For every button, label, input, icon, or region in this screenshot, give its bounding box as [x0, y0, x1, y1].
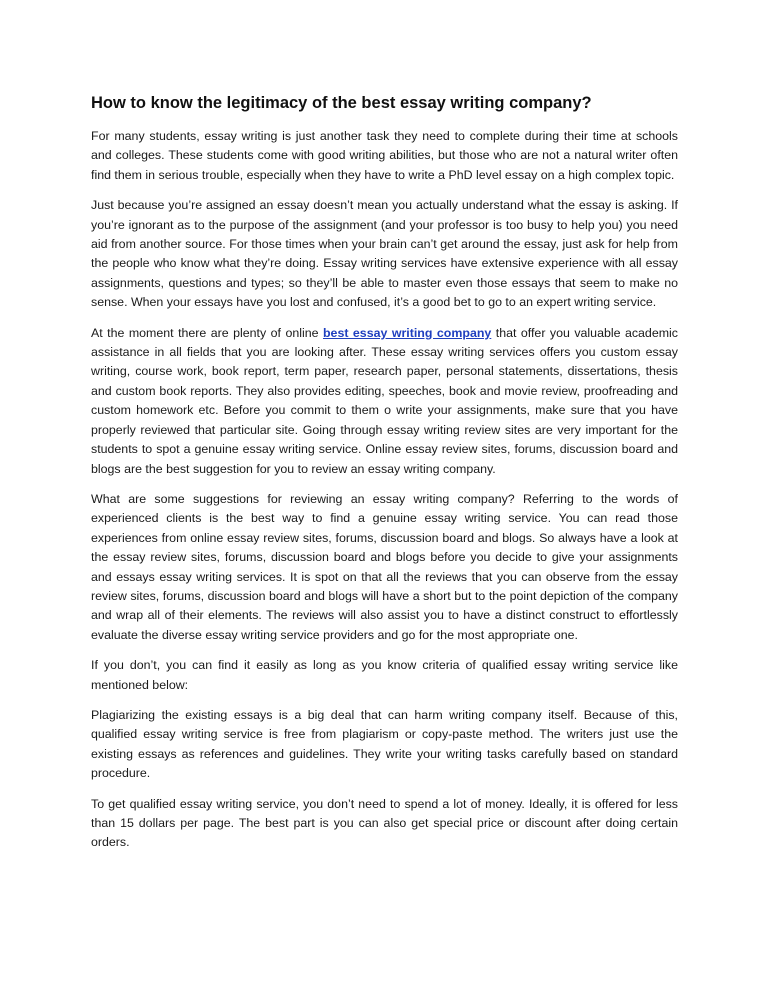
best-essay-writing-company-link[interactable]: best essay writing company: [322, 325, 492, 340]
document-page: [91, 92, 678, 864]
paragraph-criteria-intro: If you don’t, you can find it easily as long as you know criteria of qualified essay writing service like mentioned below:: [91, 658, 678, 692]
paragraph-pricing: To get qualified essay writing service, you don’t need to spend a lot of money. Ideally, it is offered for less than 15 dollars per page. The best part is you can also get special price or discount after doing certain orders.: [91, 796, 678, 850]
paragraph-intro: For many students, essay writing is just another task they need to complete during their time at schools and colleges. These students come with good writing abilities, but those who are not a natural writer often find them in serious trouble, especially when they have to write a PhD level essay on a high complex topic.: [91, 129, 678, 182]
document-title: How to know the legitimacy of the best essay writing company?: [91, 94, 592, 112]
paragraph-text-before-link: At the moment there are plenty of online: [91, 325, 323, 340]
paragraph-plagiarism: Plagiarizing the existing essays is a big deal that can harm writing company itself. Because of this, qualified essay writing service is free from plagiarism or copy-paste method. The writers just use the existing essays as references and guidelines. They write your writing tasks carefully based on standard procedure.: [91, 707, 678, 781]
paragraph-assignment-help: Just because you’re assigned an essay doesn’t mean you actually understand what the essay is asking. If you’re ignorant as to the purpose of the assignment (and your professor is too busy to help you) you need aid from another source. For those times when your brain can’t get around the essay, just ask for help from the people who know what they’re doing. Essay writing services have extensive experience with all essay assignments, questions and types; so they’ll be able to master even those essays that seem to make no sense. When your essays have you lost and confused, it’s a good bet to go to an expert writing service.: [91, 198, 678, 310]
paragraph-text-after-link: that offer you valuable academic assistance in all fields that you are looking after. These essay writing services offers you custom essay writing, course work, book report, term paper, research paper, personal statements, dissertations, thesis and custom book reports. They also provides editing, speeches, book and movie review, proofreading and custom homework etc. Before you commit to them o write your assignments, make sure that you have properly reviewed that particular site. Going through essay writing review sites are very important for the students to spot a genuine essay writing service. Online essay review sites, forums, discussion board and blogs are the best suggestion for you to review an essay writing company.: [91, 325, 678, 476]
paragraph-online-services: [91, 324, 678, 479]
paragraph-review-suggestions: What are some suggestions for reviewing an essay writing company? Referring to the words of experienced clients is the best way to find a genuine essay writing service. You can read those experiences from online essay review sites, forums, discussion board and blogs. So always have a look at the essay review sites, forums, discussion board and blogs before you decide to give your assignments and essays essay writing services. It is spot on that all the reviews that you can observe from the essay review sites, forums, discussion board and blogs will have a short but to the point depiction of the company and wrap all of their elements. The reviews will also assist you to have a distinct construct to effortlessly evaluate the diverse essay writing service providers and go for the most appropriate one.: [91, 491, 678, 642]
